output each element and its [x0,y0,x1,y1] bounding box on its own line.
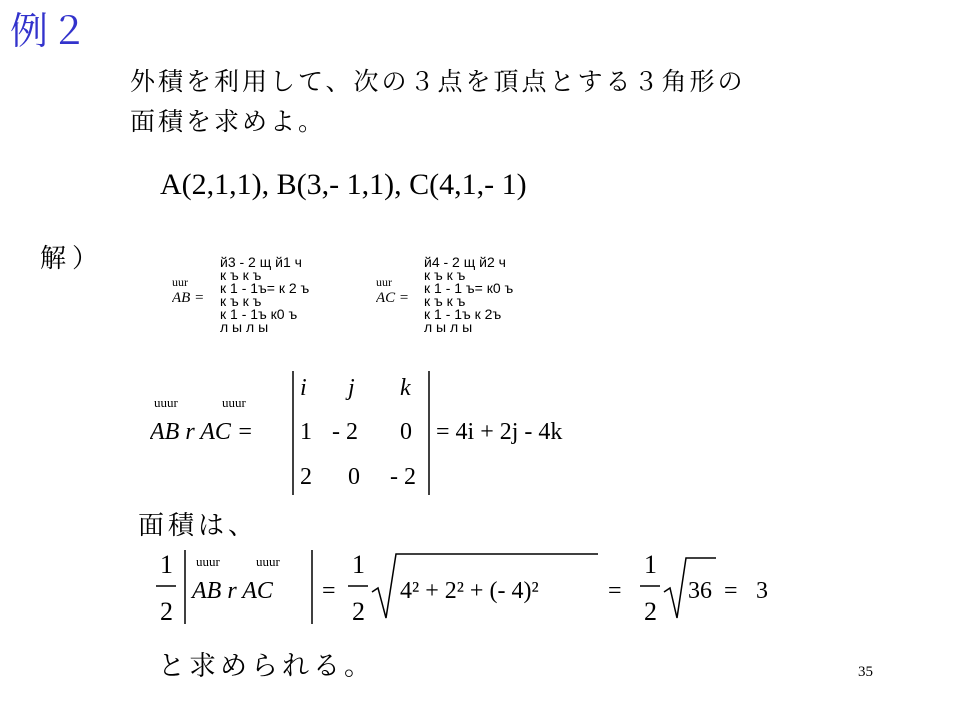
matrix-line: к ъ к ъ [220,267,262,283]
area-label: 面積は、 [138,511,259,541]
area-final-value: 3 [756,578,768,604]
fraction-numerator: 1 [644,550,657,579]
cross-product-lhs: AB r AC = [150,419,254,445]
vector-ac-label: AC = [376,290,410,306]
cross-product-determinant [150,367,650,497]
fraction-denominator: 2 [160,597,173,626]
equals-sign: = [608,578,622,604]
vector-arrow-glyph: uur [172,275,188,289]
matrix-line: к ъ к ъ [424,293,466,309]
points-expression [160,168,527,202]
equals-sign: = [724,578,738,604]
vector-arrow-glyph: uuur [256,554,280,569]
fraction-denominator: 2 [352,597,365,626]
points-text: A(2,1,1), B(3,- 1,1), C(4,1,- 1) [160,168,527,201]
problem-line-2: 面積を求めよ。 [130,107,327,136]
vector-arrow-glyph: uur [376,275,392,289]
fraction-numerator: 1 [352,550,365,579]
equals-sign: = [322,578,336,604]
det-cell: 0 [348,464,360,490]
matrix-line: й3 - 2 щ й1 ч [220,254,302,270]
matrix-line: л ы л ы [220,319,269,335]
matrix-line: к ъ к ъ [220,293,262,309]
vector-ab-matrix [220,256,309,334]
conclusion: と求められる。 [158,651,375,682]
det-cell: i [300,375,307,401]
matrix-line: к 1 - 1ъ к0 ъ [220,306,298,322]
det-cell: 2 [300,464,312,490]
det-cell: j [348,375,355,401]
area-vectors: AB r AC [192,578,273,604]
fraction-denominator: 2 [644,597,657,626]
vector-ab-label: AB = [172,290,205,306]
area-expression [150,540,790,635]
matrix-line: к 1 - 1 ъ= к0 ъ [424,280,514,296]
page-number: 35 [858,664,873,680]
problem-statement [130,62,746,142]
vector-arrow-glyph: uuur [222,395,246,410]
det-cell: - 2 [390,464,416,490]
matrix-line: к ъ к ъ [424,267,466,283]
problem-line-1: 外積を利用して、次の３点を頂点とする３角形の [130,67,746,96]
fraction-numerator: 1 [160,550,173,579]
vector-ac-matrix [424,256,513,334]
matrix-line: л ы л ы [424,319,473,335]
vector-arrow-glyph: uuur [196,554,220,569]
vector-arrow-glyph: uuur [154,395,178,410]
det-cell: 0 [400,419,412,445]
sqrt-simplified: 36 [688,578,712,604]
sqrt-terms: 4² + 2² + (- 4)² [400,578,539,604]
det-cell: 1 [300,419,312,445]
matrix-line: к 1 - 1ъ= к 2 ъ [220,280,310,296]
det-cell: k [400,375,411,401]
matrix-line: к 1 - 1ъ к 2ъ [424,306,502,322]
slide-title: 例２ [10,9,91,53]
matrix-line: й4 - 2 щ й2 ч [424,254,506,270]
cross-product-result: = 4i + 2j - 4k [436,419,563,445]
det-cell: - 2 [332,419,358,445]
solution-label: 解） [40,244,105,274]
